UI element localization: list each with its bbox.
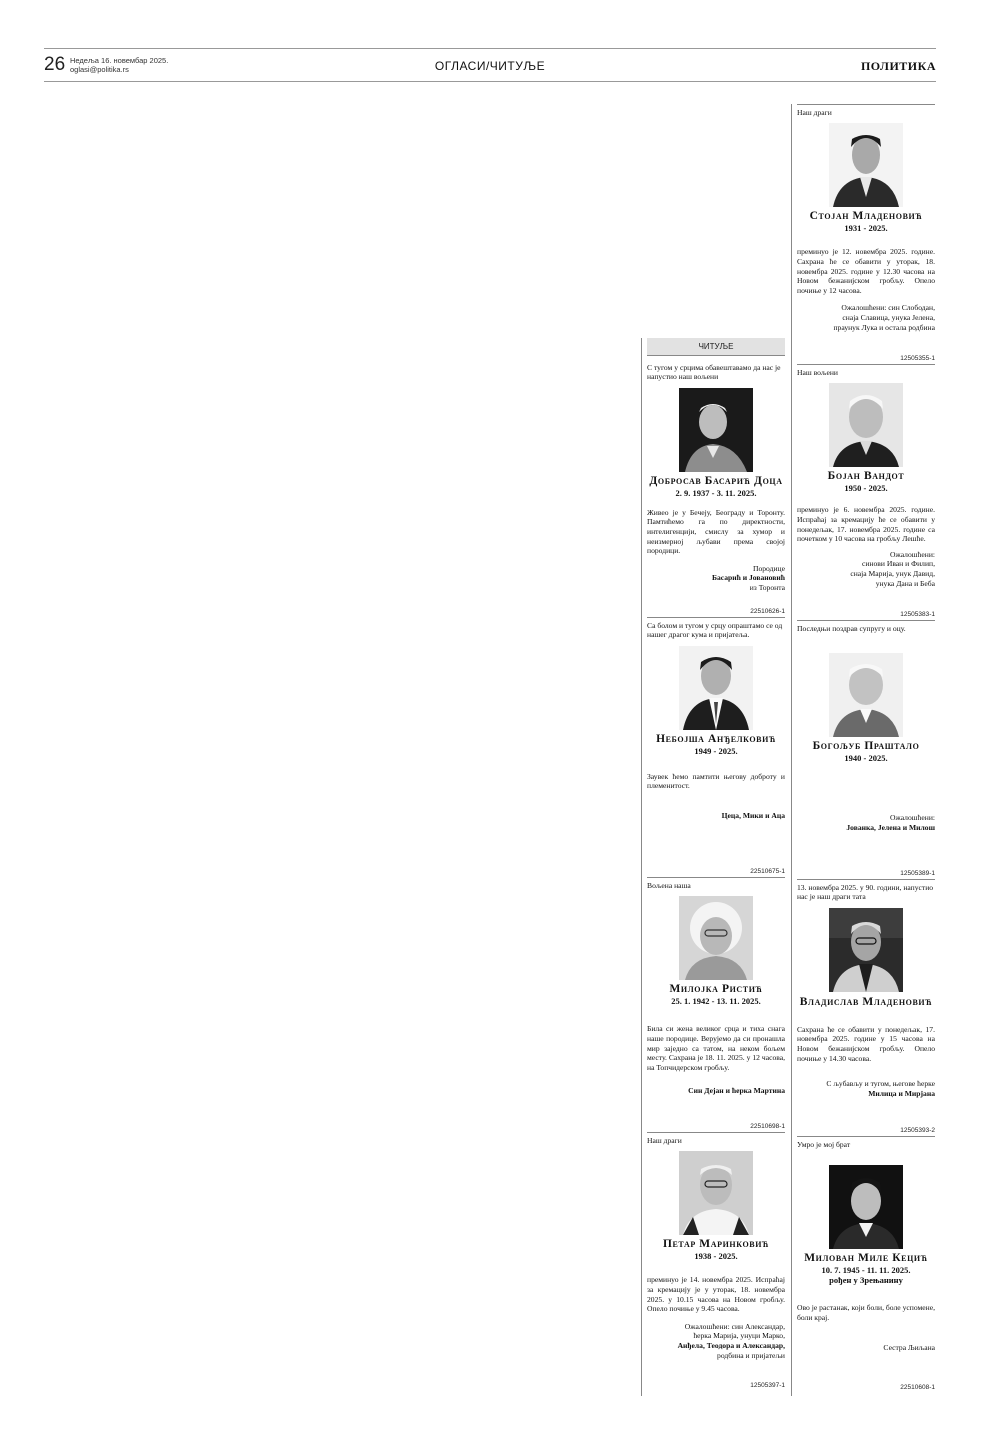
notice-intro: 13. новембра 2025. у 90. години, напустио нас је наш драги тата xyxy=(797,883,934,902)
deceased-name: Стојан Младеновић xyxy=(809,210,923,223)
life-dates: 1940 - 2025. xyxy=(844,753,888,764)
obituary-notice xyxy=(797,880,935,1137)
life-dates: 1950 - 2025. xyxy=(844,483,888,494)
notice-body: Живео је у Бечеју, Београду и Торонту. Памтићемо га по директности, интелигенцији, смислу за хумор и неизмерној љубави према својој породици. xyxy=(647,507,785,556)
deceased-name: Милојка Ристић xyxy=(669,983,763,996)
portrait-photo xyxy=(679,646,753,730)
obituaries-column-left xyxy=(647,338,785,1391)
obituary-notice xyxy=(797,365,935,621)
column-divider xyxy=(791,104,792,1396)
portrait-photo xyxy=(679,388,753,472)
notice-intro: Умро је мој брат xyxy=(797,1140,851,1149)
portrait-photo xyxy=(829,383,903,467)
obituary-notice xyxy=(797,621,935,880)
mourners-line: Ожалошћени: син Александар, xyxy=(684,1321,785,1331)
notice-code: 12505355-1 xyxy=(900,355,935,362)
mourners-line: Породице xyxy=(752,563,785,573)
life-dates: 1931 - 2025. xyxy=(844,223,888,234)
life-dates: 1949 - 2025. xyxy=(694,745,738,756)
mourners-line: родбина и пријатељи xyxy=(717,1350,785,1360)
notice-intro: Са болом и тугом у срцу опраштамо се од нашег драгог кума и пријатеља. xyxy=(647,621,783,640)
life-dates: 1938 - 2025. xyxy=(694,1251,738,1262)
mourners xyxy=(797,550,935,588)
mourners xyxy=(797,303,935,332)
column-divider xyxy=(641,338,642,1396)
notice-intro: Вољена наша xyxy=(647,881,691,890)
deceased-name: Небојша Анђелковић xyxy=(656,732,776,745)
obituary-notice xyxy=(647,1133,785,1391)
obituaries-column-right xyxy=(797,104,935,1393)
mourners-line: Сестра Љиљана xyxy=(883,1342,935,1352)
mourners-line: Милица и Мирјана xyxy=(868,1088,935,1098)
notice-code: 22510608-1 xyxy=(900,1384,935,1391)
life-dates: 10. 7. 1945 - 11. 11. 2025. xyxy=(821,1265,911,1276)
obituary-notice xyxy=(647,360,785,618)
mourners-line: Син Дејан и ћерка Мартина xyxy=(688,1086,785,1096)
notice-body: Сахрана ће се обавити у понедељак, 17. новембра 2025. године у 15 часова на Новом бежанијском гробљу. Опело почиње у 14.30 часова. xyxy=(797,1024,935,1063)
notice-intro: Наш драги xyxy=(647,1136,682,1145)
life-dates: 25. 1. 1942 - 13. 11. 2025. xyxy=(671,996,761,1007)
portrait-photo xyxy=(829,908,903,992)
deceased-name: Добросав Басарић Доца xyxy=(649,474,783,487)
notice-code: 12505383-1 xyxy=(900,611,935,618)
mourners-line: снаја Марија, унук Давид, xyxy=(850,568,935,578)
notice-body: Ово је растанак, који боли, боле успомене, боли крај. xyxy=(797,1303,935,1322)
mourners-line: Басарић и Јовановић xyxy=(711,573,785,583)
mourners xyxy=(647,1086,785,1096)
obituary-notice xyxy=(797,105,935,365)
notice-code: 12505397-1 xyxy=(750,1382,785,1389)
portrait-photo xyxy=(679,1151,753,1235)
notice-intro: Наш драги xyxy=(797,108,832,117)
deceased-name: Милован Миле Кецић xyxy=(804,1252,928,1265)
newspaper-masthead: ПОЛИТИКА xyxy=(860,59,936,73)
issue-date: Недеља 16. новембар 2025. xyxy=(70,56,169,65)
mourners-line: Ожалошћени: xyxy=(889,813,935,823)
portrait-photo xyxy=(829,1165,903,1249)
column-label: ЧИТУЉЕ xyxy=(647,338,785,356)
page-number: 26 xyxy=(44,54,66,75)
mourners-line: синови Иван и Филип, xyxy=(862,559,935,569)
portrait-photo xyxy=(829,653,903,737)
notice-body: преминуо је 12. новембра 2025. године. Сахрана ће се обавити у уторак, 18. новембра 2025. године у 12.30 часова на Новом бежанијском гробљу. Опело почиње у 12 часова. xyxy=(797,247,935,295)
contact-email[interactable]: oglasi@politika.rs xyxy=(70,65,129,74)
notice-body: преминуо је 6. новембра 2025. године. Испраћај за кремацију ће се обавити у понедељак, 17. новембра 2025. године са почетком у 10 часова на гробљу Лешће. xyxy=(797,505,935,544)
mourners xyxy=(797,813,935,832)
notice-intro: С тугом у срцима обавештавамо да нас је напустио наш вољени xyxy=(647,363,781,382)
mourners-line: Цеца, Мики и Аца xyxy=(721,811,785,820)
obituary-notice xyxy=(647,618,785,878)
mourners-line: снаја Славица, унука Јелена, xyxy=(842,312,935,322)
mourners-line: унука Дана и Беба xyxy=(875,578,935,588)
notice-code: 12505389-1 xyxy=(900,870,935,877)
life-dates: 2. 9. 1937 - 3. 11. 2025. xyxy=(675,487,757,498)
mourners xyxy=(647,564,785,593)
notice-code: 22510626-1 xyxy=(750,608,785,615)
deceased-name: Владислав Младеновић xyxy=(799,995,933,1008)
deceased-name: Петар Маринковић xyxy=(662,1238,770,1251)
notice-code: 12505393-2 xyxy=(900,1127,935,1134)
deceased-name: Бојан Вандот xyxy=(827,470,905,483)
portrait-photo xyxy=(829,123,903,207)
mourners-line: Анђела, Теодора и Александар, xyxy=(677,1340,785,1350)
deceased-name: Богољуб Праштало xyxy=(812,740,920,753)
mourners-line: из Торонта xyxy=(749,582,785,592)
mourners-line: праунук Лука и остала родбина xyxy=(833,322,935,332)
mourners-line: ћерка Марија, унуци Марко, xyxy=(693,1331,785,1341)
birthplace: рођен у Зрењанину xyxy=(829,1275,903,1286)
notice-code: 22510698-1 xyxy=(750,1123,785,1130)
obituary-notice xyxy=(797,1137,935,1393)
mourners-line: Ожалошћени: син Слободан, xyxy=(841,303,935,313)
notice-code: 22510675-1 xyxy=(750,868,785,875)
obituary-notice xyxy=(647,878,785,1133)
portrait-photo xyxy=(679,896,753,980)
mourners-line: Ожалошћени: xyxy=(889,549,935,559)
mourners xyxy=(647,1322,785,1360)
notice-body: преминуо је 14. новембра 2025. Испраћај за кремацију је у уторак, 18. новембра 2025. у 10.15 часова на Новом гробљу. Опело почиње у 9.45 часова. xyxy=(647,1275,785,1314)
page-header xyxy=(44,48,936,82)
notice-body: Била си жена великог срца и тиха снага наше породице. Верујемо да си пронашла мир заједно са татом, на неком бољем месту. Сахрана је 18. 11. 2025. у 12 часова, на Топчидерском гробљу. xyxy=(647,1024,785,1072)
notice-intro: Наш вољени xyxy=(797,368,838,377)
mourners-line: Јованка, Јелена и Милош xyxy=(846,823,935,832)
notice-intro: Последњи поздрав супругу и оцу. xyxy=(797,624,906,633)
notice-body: Заувек ћемо памтити његову доброту и племенитост. xyxy=(647,771,785,791)
mourners xyxy=(797,1343,935,1353)
section-title: ОГЛАСИ/ЧИТУЉЕ xyxy=(434,59,546,73)
mourners xyxy=(647,811,785,821)
mourners-line: С љубављу и тугом, његове ћерке xyxy=(826,1079,935,1089)
mourners xyxy=(797,1079,935,1098)
